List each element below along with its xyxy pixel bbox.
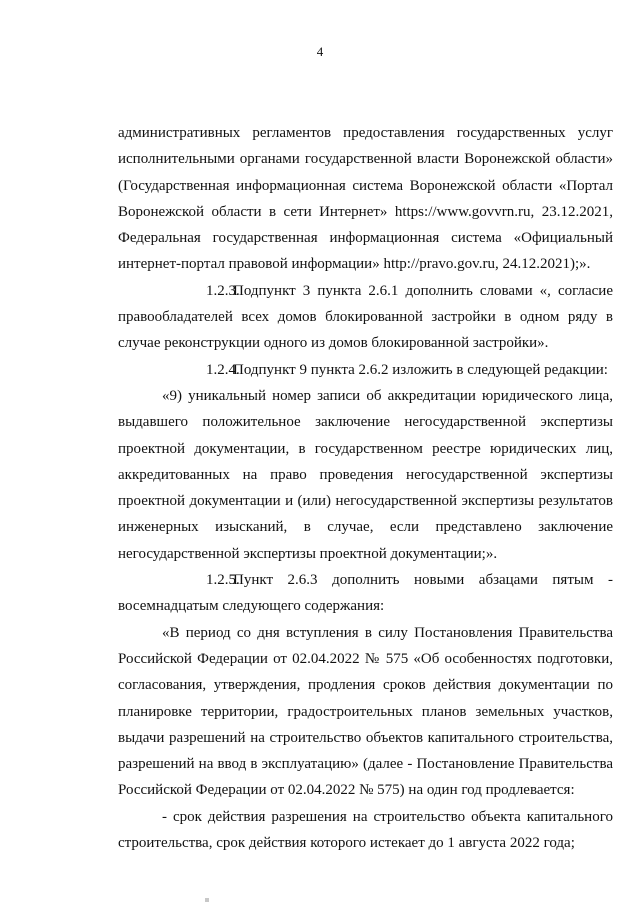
paragraph-text: «В период со дня вступления в силу Постановления Правительства Российской Федерации от 02.04.2022 № 575 «Об особенностях подготовки, согласования, утверждения, продления сроков действия документации по планировке территории, градостроительных планов земельных участков, выдачи разрешений на строительство объектов капитального строительства, разрешений на ввод в эксплуатацию» (далее - Постановление Правительства Российской Федерации от 02.04.2022 № 575) на один год продлевается:: [118, 624, 613, 799]
paragraph-p1: [118, 120, 613, 278]
document-body: [118, 120, 613, 856]
scan-artifact: [205, 898, 209, 902]
paragraph-p4: [118, 383, 613, 567]
paragraph-text: Подпункт 3 пункта 2.6.1 дополнить словами «, согласие правообладателей всех домов блокированной застройки в одном ряду в случае реконструкции одного из домов блокированной застройки».: [118, 282, 613, 352]
clause-number: 1.2.3.: [206, 282, 240, 299]
page-number: 4: [316, 44, 324, 59]
clause-number: 1.2.5.: [206, 572, 240, 589]
paragraph-p5: [118, 567, 613, 620]
paragraph-p3: [118, 357, 613, 383]
paragraph-p2: [118, 278, 613, 357]
paragraph-text: - срок действия разрешения на строительство объекта капитального строительства, срок действия которого истекает до 1 августа 2022 года;: [118, 808, 613, 852]
clause-number: 1.2.4.: [206, 361, 240, 378]
paragraph-text: Пункт 2.6.3 дополнить новыми абзацами пятым - восемнадцатым следующего содержания:: [118, 572, 613, 615]
paragraph-p6: [118, 620, 613, 804]
paragraph-text: административных регламентов предоставления государственных услуг исполнительными органами государственной власти Воронежской области» (Государственная информационная система Воронежской области «Портал Воронежской области в сети Интернет» https://www.govvrn.ru, 23.12.2021, Федеральная государственная информационная система «Официальный интернет-портал правовой информации» http://pravo.gov.ru, 24.12.2021);».: [118, 125, 613, 273]
paragraph-text: «9) уникальный номер записи об аккредитации юридического лица, выдавшего положительное заключение негосударственной экспертизы проектной документации, в государственном реестре юридических лиц, аккредитованных на право проведения негосударственной экспертизы проектной документации и (или) негосударственной экспертизы результатов инженерных изысканий, в случае, если представлено заключение негосударственной экспертизы проектной документации;».: [118, 387, 613, 562]
paragraph-text: Подпункт 9 пункта 2.6.2 изложить в следующей редакции:: [233, 361, 608, 378]
paragraph-p7: [118, 804, 613, 857]
